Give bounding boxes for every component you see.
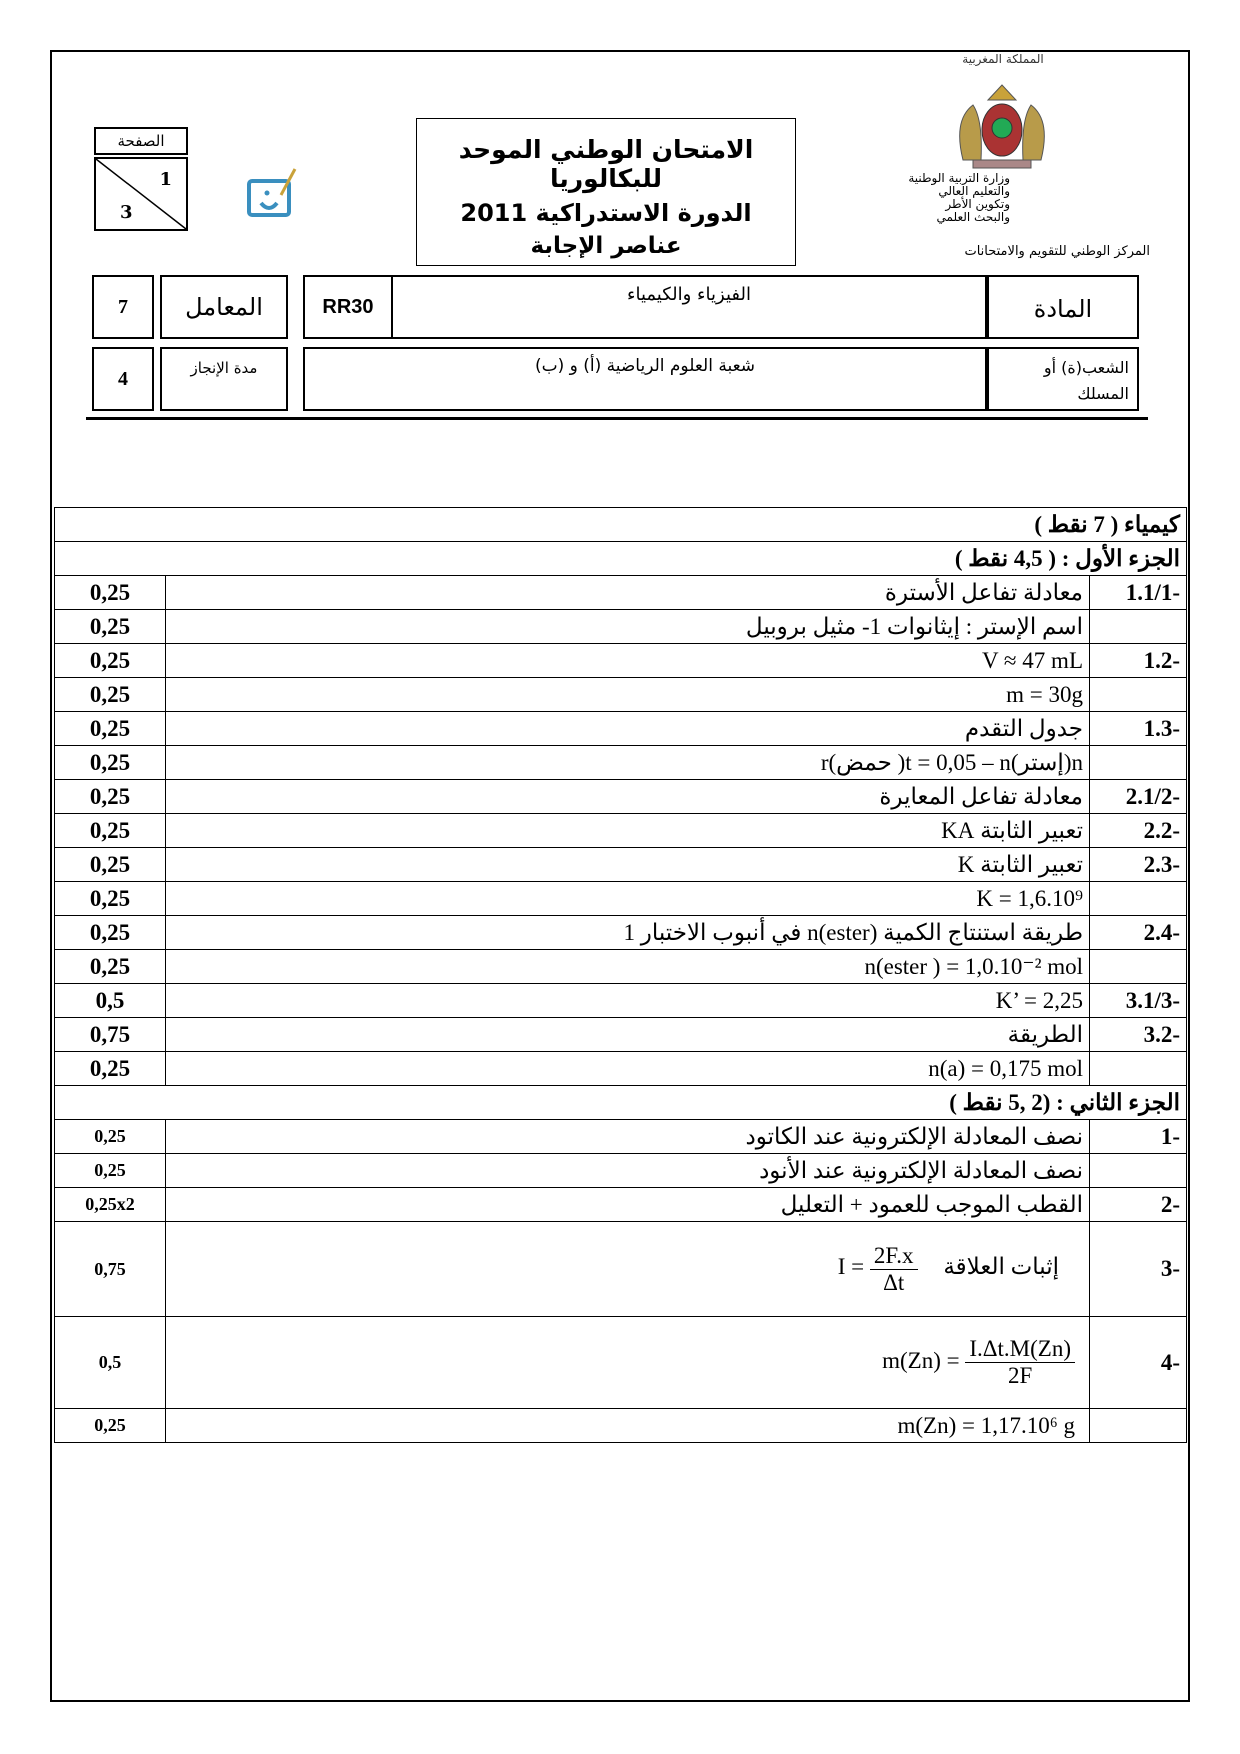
- page-current: 1: [159, 169, 172, 190]
- question-number: -2.1/2: [1090, 780, 1187, 814]
- table-row: [55, 1120, 1187, 1154]
- answer-description: نصف المعادلة الإلكترونية عند الكاتود: [166, 1120, 1090, 1154]
- question-number: [1090, 882, 1187, 916]
- question-number: [1090, 746, 1187, 780]
- score: 0,25: [55, 576, 166, 610]
- answer-description: n(إستر)t = 0,05 – n( حمض)r: [166, 746, 1090, 780]
- header-rule: [86, 417, 1148, 420]
- question-number: -2: [1090, 1188, 1187, 1222]
- chemistry-title-row: [55, 508, 1187, 542]
- duration-label: مدة الإنجاز: [160, 347, 288, 411]
- answer-description: اسم الإستر : إيثانوات 1- مثيل بروبيل: [166, 610, 1090, 644]
- score: 0,75: [55, 1222, 166, 1317]
- score: 0,25: [55, 882, 166, 916]
- formula-label: إثبات العلاقة: [943, 1254, 1059, 1280]
- formula-i: I = $\frac{2F.x}{\Delta t}$: [838, 1254, 918, 1279]
- table-row: [55, 1222, 1187, 1317]
- score: 0,25: [55, 1052, 166, 1086]
- question-number: -1.2: [1090, 644, 1187, 678]
- table-row: [55, 984, 1187, 1018]
- exam-title-box: [416, 118, 796, 266]
- question-number: -2.3: [1090, 848, 1187, 882]
- score: 0,25: [55, 1154, 166, 1188]
- question-number: [1090, 1052, 1187, 1086]
- table-row: [55, 780, 1187, 814]
- score: 0,25: [55, 814, 166, 848]
- table-row: [55, 1154, 1187, 1188]
- kingdom-label: المملكة المغربية: [962, 52, 1044, 66]
- cnee-logo-icon: [243, 165, 313, 221]
- exam-session: الدورة الاستدراكية 2011: [460, 199, 752, 227]
- part1-title-row: [55, 542, 1187, 576]
- score: 0,25: [55, 916, 166, 950]
- table-row: [55, 882, 1187, 916]
- table-row: [55, 712, 1187, 746]
- question-number: -1.3: [1090, 712, 1187, 746]
- score: 0,25x2: [55, 1188, 166, 1222]
- question-number: [1090, 950, 1187, 984]
- answer-description: معادلة تفاعل المعايرة: [166, 780, 1090, 814]
- answer-description: طريقة استنتاج الكمية n(ester) في أنبوب الاختبار 1: [166, 916, 1090, 950]
- table-row: [55, 1052, 1187, 1086]
- answer-description: الطريقة: [166, 1018, 1090, 1052]
- part2-rows: [55, 1120, 1187, 1222]
- table-row: [55, 678, 1187, 712]
- page-label: الصفحة: [94, 127, 188, 155]
- score: 0,25: [55, 950, 166, 984]
- part1-rows: [55, 576, 1187, 1086]
- part2-title: الجزء الثاني : (2 ,5 نقط ): [55, 1086, 1187, 1120]
- question-number: [1090, 678, 1187, 712]
- answer-description: n(a) = 0,175 mol: [166, 1052, 1090, 1086]
- answer-description: V ≈ 47 mL: [166, 644, 1090, 678]
- score: 0,25: [55, 1120, 166, 1154]
- center-label: المركز الوطني للتقويم والامتحانات: [964, 244, 1150, 259]
- page-total: 3: [120, 202, 133, 223]
- part1-title: الجزء الأول : ( 4,5 نقط ): [55, 542, 1187, 576]
- question-number: -4: [1090, 1317, 1187, 1409]
- question-number: -2.2: [1090, 814, 1187, 848]
- coef-label: المعامل: [160, 275, 288, 339]
- table-row: [55, 576, 1187, 610]
- score: 0,5: [55, 1317, 166, 1409]
- table-row: [55, 916, 1187, 950]
- score: 0,25: [55, 712, 166, 746]
- score: 0,75: [55, 1018, 166, 1052]
- table-row: [55, 848, 1187, 882]
- branch-value: شعبة العلوم الرياضية (أ) و (ب): [303, 347, 987, 411]
- question-number: -1: [1090, 1120, 1187, 1154]
- answer-description: معادلة تفاعل الأسترة: [166, 576, 1090, 610]
- subject-value: الفيزياء والكيمياء: [393, 275, 987, 339]
- exam-title: الامتحان الوطني الموحد للبكالوريا: [458, 135, 754, 193]
- score: 0,25: [55, 644, 166, 678]
- answer-description: جدول التقدم: [166, 712, 1090, 746]
- part2-title-row: [55, 1086, 1187, 1120]
- subject-label: المادة: [987, 275, 1139, 339]
- royal-emblem-icon: [943, 80, 1061, 170]
- answers-table: [54, 507, 1187, 1443]
- answer-description: [166, 1317, 1090, 1409]
- table-row: [55, 1317, 1187, 1409]
- score: 0,25: [55, 678, 166, 712]
- answer-description: m = 30g: [166, 678, 1090, 712]
- table-row: [55, 1018, 1187, 1052]
- question-number: -2.4: [1090, 916, 1187, 950]
- score: 0,25: [55, 1409, 166, 1443]
- question-number: -3.1/3: [1090, 984, 1187, 1018]
- question-number: -3: [1090, 1222, 1187, 1317]
- table-row: [55, 814, 1187, 848]
- table-row: [55, 1188, 1187, 1222]
- formula-mzn: m(Zn) = $\frac{I.\Delta t.M(Zn)}{2F}$: [882, 1348, 1075, 1373]
- answer-description: تعبير الثابتة K: [166, 848, 1090, 882]
- score: 0,25: [55, 746, 166, 780]
- score: 0,25: [55, 848, 166, 882]
- table-row: [55, 610, 1187, 644]
- answer-description: m(Zn) = 1,17.10⁶ g: [166, 1409, 1090, 1443]
- answer-description: نصف المعادلة الإلكترونية عند الأنود: [166, 1154, 1090, 1188]
- branch-label: الشعب(ة) أو المسلك: [987, 347, 1139, 411]
- question-number: -1.1/1: [1090, 576, 1187, 610]
- question-number: -3.2: [1090, 1018, 1187, 1052]
- diagonal-line: [96, 159, 186, 229]
- score: 0,25: [55, 610, 166, 644]
- ministry-block: وزارة التربية الوطنية والتعليم العالي وتكوين الأطر والبحث العلمي: [908, 171, 1010, 224]
- question-number: [1090, 1154, 1187, 1188]
- coef-value: 7: [92, 275, 154, 339]
- page-number-box: [94, 127, 188, 231]
- subject-code: RR30: [303, 275, 393, 339]
- score: 0,5: [55, 984, 166, 1018]
- question-number: [1090, 610, 1187, 644]
- table-row: [55, 746, 1187, 780]
- answer-description: تعبير الثابتة KA: [166, 814, 1090, 848]
- score: 0,25: [55, 780, 166, 814]
- answer-description: [166, 1222, 1090, 1317]
- chemistry-title: كيمياء ( 7 نقط ): [55, 508, 1187, 542]
- answer-elements-title: عناصر الإجابة: [530, 233, 682, 259]
- table-row: [55, 950, 1187, 984]
- answer-description: القطب الموجب للعمود + التعليل: [166, 1188, 1090, 1222]
- table-row: [55, 644, 1187, 678]
- answer-description: K’ = 2,25: [166, 984, 1090, 1018]
- duration-value: 4: [92, 347, 154, 411]
- answer-description: n(ester ) = 1,0.10⁻² mol: [166, 950, 1090, 984]
- answer-description: K = 1,6.10⁹: [166, 882, 1090, 916]
- table-row: [55, 1409, 1187, 1443]
- page-fraction: [94, 157, 188, 231]
